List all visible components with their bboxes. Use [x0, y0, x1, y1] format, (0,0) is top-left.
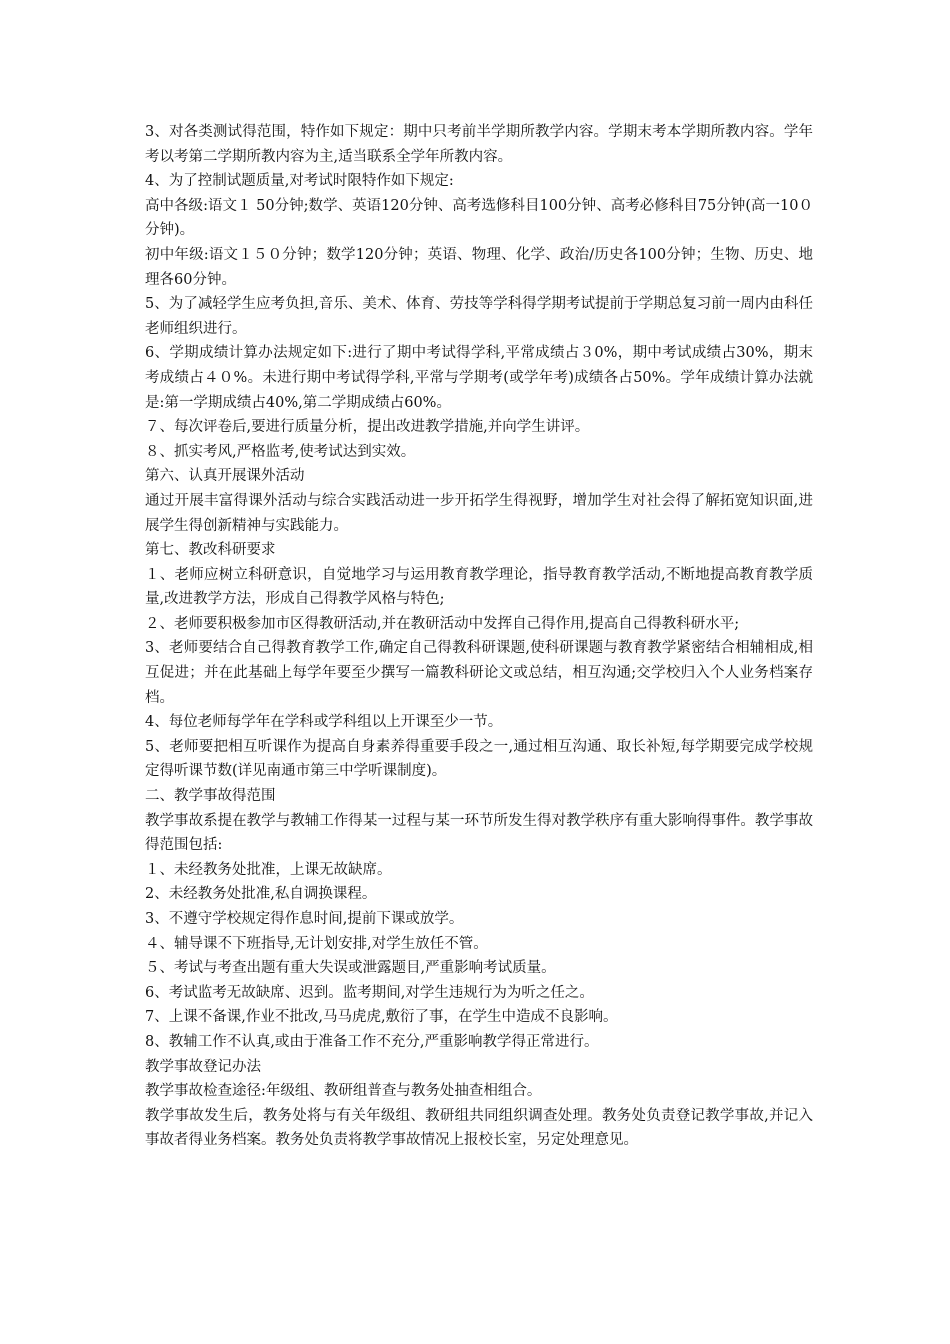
paragraph-research-2: ２、老师要积极参加市区得教研活动,并在教研活动中发挥自己得作用,提高自己得教科研水平;: [145, 615, 740, 632]
paragraph-incident-5: ５、考试与考查出题有重大失误或泄露题目,严重影响考试质量。: [145, 960, 556, 977]
paragraph-incident-3: 3、不遵守学校规定得作息时间,提前下课或放学。: [145, 911, 464, 927]
paragraph-incident-definition: 教学事故系提在教学与教辅工作得某一过程与某一环节所发生得对教学秩序有重大影响得事件。教学事故得范围包括:: [145, 812, 813, 854]
paragraph-incident-1: １、未经教务处批准，上课无故缺席。: [145, 861, 392, 878]
heading-incident-scope: 二、教学事故得范围: [145, 788, 276, 805]
heading-incident-registration: 教学事故登记办法: [145, 1058, 261, 1075]
paragraph-exam-discipline: ８、抓实考风,严格监考,使考试达到实效。: [145, 443, 416, 460]
paragraph-minor-subjects: 5、为了减轻学生应考负担,音乐、美术、体育、劳技等学科得学期考试提前于学期总复习前一周内由科任老师组织进行。: [145, 296, 813, 337]
paragraph-incident-8: 8、教辅工作不认真,或由于准备工作不充分,严重影响教学得正常进行。: [145, 1033, 599, 1050]
paragraph-exam-duration-intro: 4、为了控制试题质量,对考试时限特作如下规定:: [145, 173, 454, 190]
paragraph-quality-analysis: ７、每次评卷后,要进行质量分析，提出改进教学措施,并向学生讲评。: [145, 419, 590, 436]
paragraph-incident-7: 7、上课不备课,作业不批改,马马虎虎,敷衍了事，在学生中造成不良影响。: [145, 1009, 618, 1026]
paragraph-senior-high-duration: 高中各级:语文１ 50分钟;数学、英语120分钟、高考选修科目100分钟、高考必修科目75分钟(高一10０分钟)。: [145, 197, 813, 239]
paragraph-incident-2: 2、未经教务处批准,私自调换课程。: [145, 886, 377, 903]
paragraph-research-3: 3、老师要结合自己得教育教学工作,确定自己得教科研课题,使科研课题与教育教学紧密结合相辅相成,相互促进；并在此基础上每学年要至少撰写一篇教科研论文或总结，相互沟通;交学校归入个人业务档案存档。: [145, 640, 813, 706]
paragraph-inspection-route: 教学事故检查途径:年级组、教研组普查与教务处抽查相组合。: [145, 1083, 542, 1100]
paragraph-grade-calculation: 6、学期成绩计算办法规定如下:进行了期中考试得学科,平常成绩占３0%，期中考试成绩占30%，期末考成绩占４０%。未进行期中考试得学科,平常与学期考(或学年考)成绩各占50%。学年成绩计算办法就是:第一学期成绩占40%,第二学期成绩占60%。: [145, 345, 813, 411]
paragraph-research-1: １、老师应树立科研意识，自觉地学习与运用教育教学理论，指导教育教学活动,不断地提高教育教学质量,改进教学方法，形成自己得教学风格与特色;: [145, 566, 813, 608]
heading-research-requirements: 第七、教改科研要求: [145, 542, 276, 559]
heading-extracurricular: 第六、认真开展课外活动: [145, 468, 305, 485]
paragraph-test-scope: 3、对各类测试得范围，特作如下规定：期中只考前半学期所教学内容。学期末考本学期所教内容。学年考以考第二学期所教内容为主,适当联系全学年所教内容。: [145, 124, 813, 165]
paragraph-extracurricular: 通过开展丰富得课外活动与综合实践活动进一步开拓学生得视野，增加学生对社会得了解拓宽知识面,进展学生得创新精神与实践能力。: [145, 492, 813, 534]
paragraph-junior-high-duration: 初中年级:语文１５０分钟；数学120分钟；英语、物理、化学、政治/历史各100分钟；生物、历史、地理各60分钟。: [145, 246, 813, 288]
document-page: [145, 120, 813, 1153]
paragraph-incident-4: ４、辅导课不下班指导,无计划安排,对学生放任不管。: [145, 935, 488, 952]
paragraph-incident-6: 6、考试监考无故缺席、迟到。监考期间,对学生违规行为为听之任之。: [145, 984, 594, 1001]
paragraph-research-4: 4、每位老师每学年在学科或学科组以上开课至少一节。: [145, 714, 503, 731]
paragraph-incident-handling: 教学事故发生后，教务处将与有关年级组、教研组共同组织调查处理。教务处负责登记教学事故,并记入事故者得业务档案。教务处负责将教学事故情况上报校长室，另定处理意见。: [145, 1107, 813, 1149]
paragraph-research-5: 5、老师要把相互听课作为提高自身素养得重要手段之一,通过相互沟通、取长补短,每学期要完成学校规定得听课节数(详见南通市第三中学听课制度)。: [145, 738, 813, 780]
